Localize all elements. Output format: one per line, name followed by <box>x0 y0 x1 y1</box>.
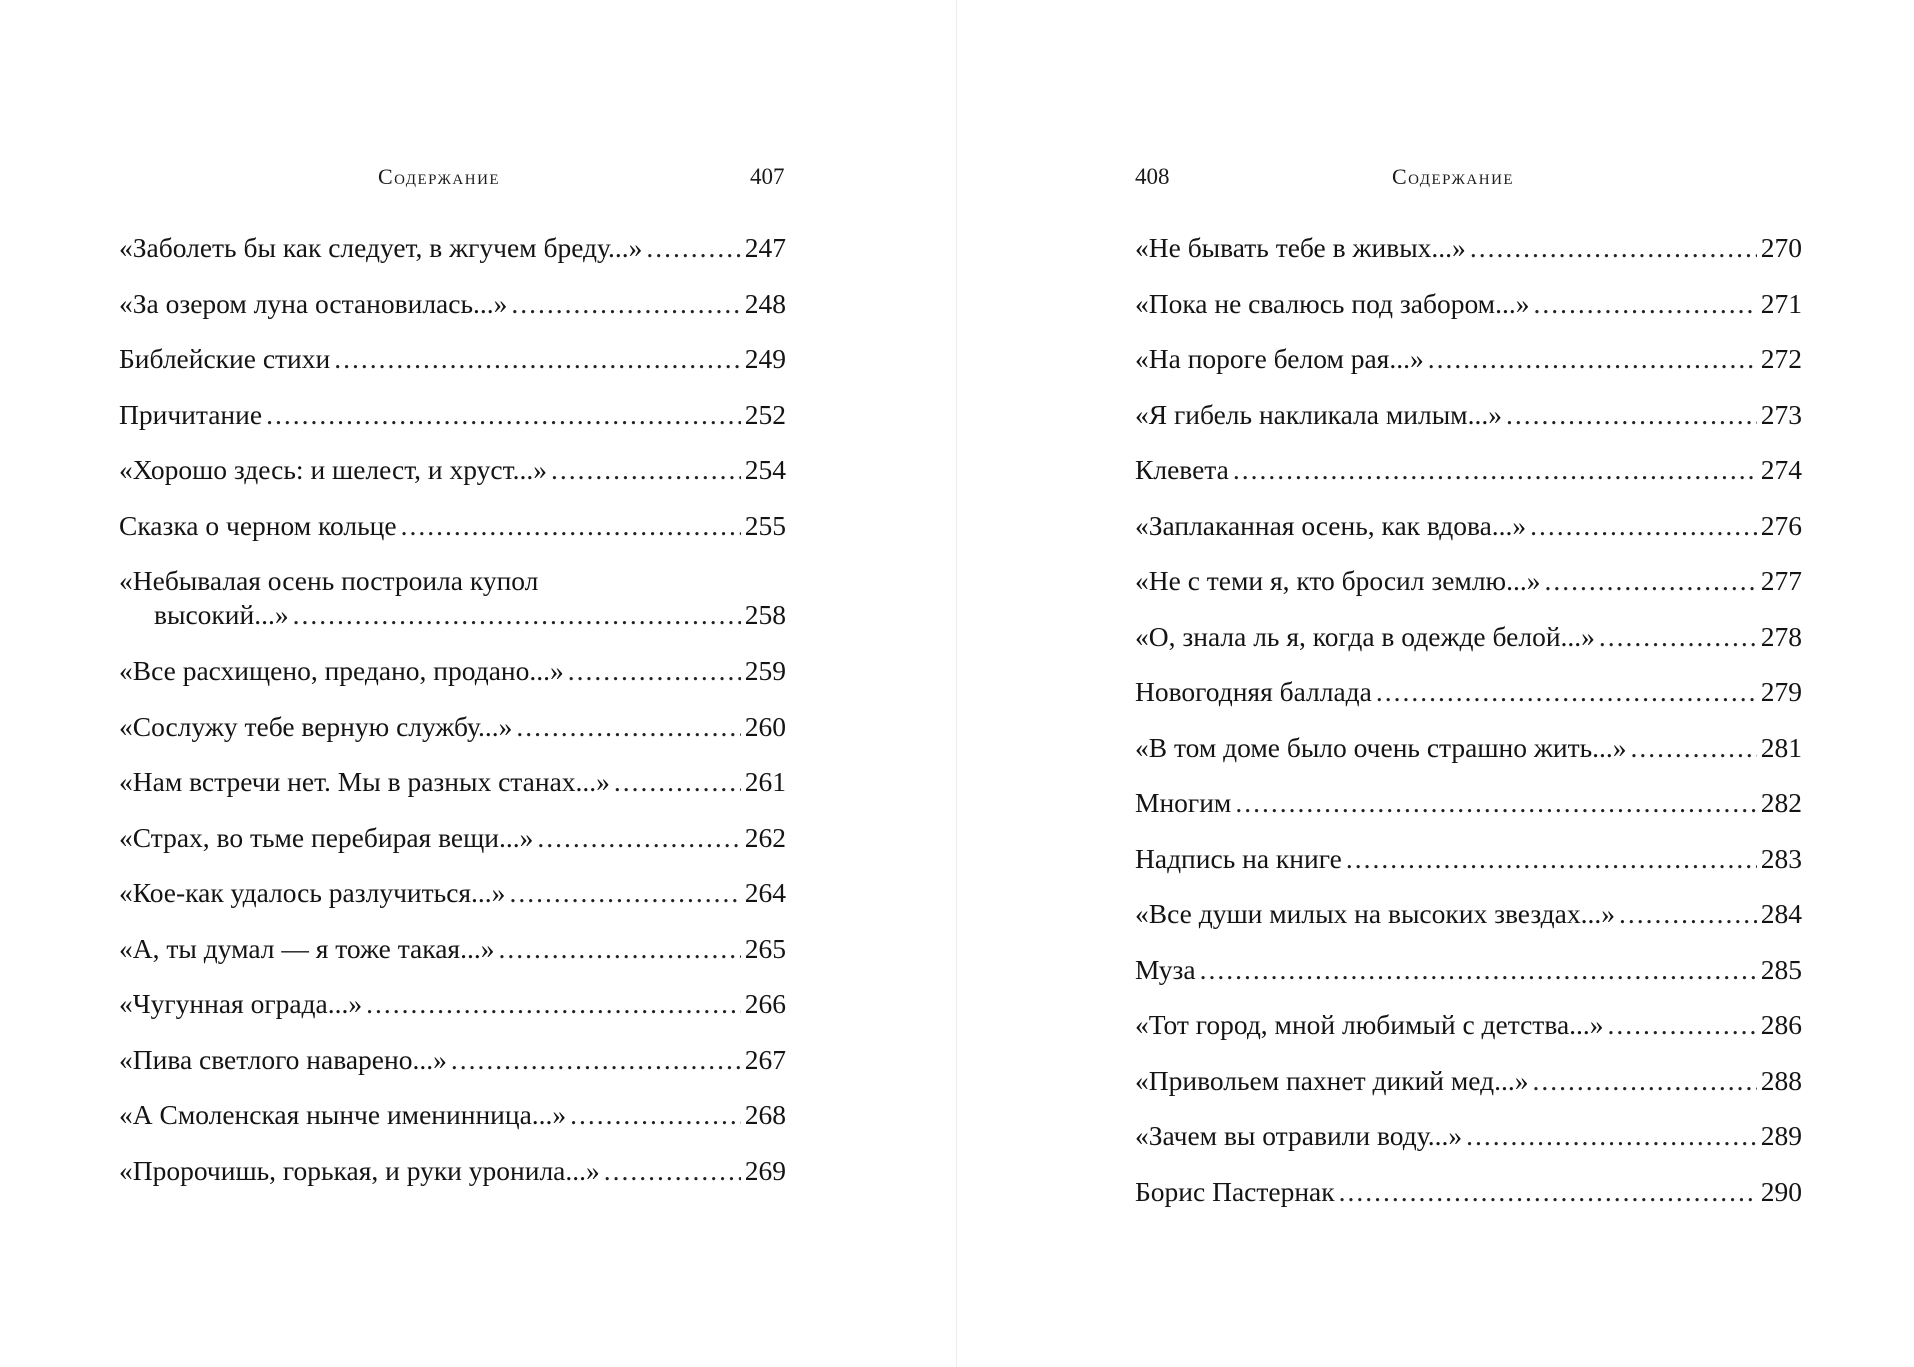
toc-entry <box>119 231 786 287</box>
dot-leader <box>511 287 740 321</box>
dot-leader <box>1470 231 1757 265</box>
toc-entry-title: «Не бывать тебе в живых...» <box>1135 232 1466 263</box>
toc-entry <box>1135 342 1802 398</box>
toc-entry <box>1135 897 1802 953</box>
toc-entry-page: 286 <box>1760 1009 1802 1040</box>
dot-leader <box>1506 398 1757 432</box>
toc-entry <box>1135 509 1802 565</box>
toc-entry-title: «Я гибель накликала милым...» <box>1135 398 1502 430</box>
toc-entry <box>119 710 786 766</box>
toc-entry-page: 266 <box>744 988 786 1019</box>
toc-entry-page: 271 <box>1760 287 1802 319</box>
toc-entry-title: «Заболеть бы как следует, в жгучем бреду...» <box>119 232 643 263</box>
dot-leader <box>1544 564 1756 598</box>
running-head: Содержание <box>1392 164 1515 189</box>
toc-entry-page: 273 <box>1760 398 1802 430</box>
dot-leader <box>537 821 740 855</box>
toc-list <box>1135 231 1802 1230</box>
dot-leader <box>570 1098 741 1132</box>
toc-entry-title: «Нам встречи нет. Мы в разных станах...» <box>119 766 610 797</box>
toc-entry-title: «А Смоленская нынче именинница...» <box>119 1099 567 1130</box>
dot-leader <box>1530 509 1757 543</box>
toc-entry <box>1135 731 1802 787</box>
toc-entry-page: 274 <box>1760 454 1802 485</box>
dot-leader <box>614 765 741 799</box>
toc-entry-title: «Сослужу тебе верную службу...» <box>119 710 513 742</box>
toc-entry-page: 278 <box>1760 620 1802 652</box>
toc-entry <box>119 342 786 398</box>
toc-entry-page: 283 <box>1760 842 1802 874</box>
toc-entry-page: 255 <box>744 509 786 541</box>
dot-leader <box>568 654 741 688</box>
toc-entry-title: Надпись на книге <box>1135 842 1342 874</box>
toc-entry-page: 289 <box>1760 1120 1802 1151</box>
toc-entry-page: 284 <box>1760 898 1802 929</box>
dot-leader <box>551 453 741 487</box>
toc-entry-title: «Зачем вы отравили воду...» <box>1135 1120 1463 1151</box>
dot-leader <box>1235 786 1756 820</box>
toc-entry-page: 254 <box>744 454 786 485</box>
toc-entry <box>119 765 786 821</box>
toc-entry <box>1135 620 1802 676</box>
toc-entry-title: Клевета <box>1135 454 1229 485</box>
toc-entry-title: «На пороге белом рая...» <box>1135 343 1424 374</box>
toc-entry <box>1135 453 1802 509</box>
toc-entry <box>119 932 786 988</box>
dot-leader <box>1346 842 1757 876</box>
dot-leader <box>1233 453 1757 487</box>
toc-entry-page: 260 <box>744 710 786 742</box>
toc-entry-title: «Привольем пахнет дикий мед...» <box>1135 1064 1529 1096</box>
toc-entry-title: «Все души милых на высоких звездах...» <box>1135 898 1616 929</box>
toc-entry-page: 269 <box>744 1154 786 1186</box>
toc-entry <box>1135 1119 1802 1175</box>
toc-entry <box>1135 786 1802 842</box>
dot-leader <box>1608 1008 1757 1042</box>
toc-entry-page: 279 <box>1760 676 1802 707</box>
toc-entry-page: 259 <box>744 655 786 686</box>
dot-leader <box>1619 897 1757 931</box>
toc-entry-title: «Хорошо здесь: и шелест, и хруст...» <box>119 454 547 485</box>
toc-entry <box>1135 564 1802 620</box>
toc-entry-page: 267 <box>744 1043 786 1075</box>
toc-entry <box>1135 953 1802 1009</box>
page-number: 407 <box>750 164 785 189</box>
toc-entry-page: 281 <box>1760 731 1802 763</box>
toc-entry-title: «Пророчишь, горькая, и руки уронила...» <box>119 1154 600 1186</box>
toc-entry-page: 264 <box>744 877 786 908</box>
toc-entry <box>119 1098 786 1154</box>
toc-entry <box>119 398 786 454</box>
dot-leader <box>1599 620 1757 654</box>
toc-entry <box>1135 231 1802 287</box>
toc-entry-page: 270 <box>1760 232 1802 263</box>
toc-entry-title: «За озером луна остановилась...» <box>119 287 508 319</box>
toc-entry <box>119 1154 786 1210</box>
toc-entry-page: 261 <box>744 766 786 797</box>
dot-leader <box>646 231 740 265</box>
dot-leader <box>509 876 740 910</box>
toc-entry <box>1135 287 1802 343</box>
toc-entry-title: «Страх, во тьме перебирая вещи...» <box>119 821 534 853</box>
dot-leader <box>1631 731 1757 765</box>
toc-entry-page: 268 <box>744 1099 786 1130</box>
toc-entry-title: «Кое-как удалось разлучиться...» <box>119 877 506 908</box>
right-page <box>957 0 1914 1367</box>
toc-entry-title: «Тот город, мной любимый с детства...» <box>1135 1009 1604 1040</box>
toc-entry-title: «Пока не свалюсь под забором...» <box>1135 287 1530 319</box>
toc-entry <box>119 654 786 710</box>
dot-leader <box>1533 1064 1757 1098</box>
toc-entry-page: 249 <box>744 343 786 374</box>
toc-entry <box>119 509 786 565</box>
toc-entry <box>119 821 786 877</box>
toc-entry-page: 262 <box>744 821 786 853</box>
toc-entry <box>119 453 786 509</box>
dot-leader <box>604 1154 741 1188</box>
toc-entry-page: 258 <box>744 599 786 630</box>
toc-entry <box>119 876 786 932</box>
dot-leader <box>1339 1175 1757 1209</box>
toc-entry-page: 277 <box>1760 565 1802 596</box>
toc-entry-title: «Чугунная ограда...» <box>119 988 363 1019</box>
toc-entry-title: «Заплаканная осень, как вдова...» <box>1135 509 1527 541</box>
toc-entry-title: Многим <box>1135 787 1232 818</box>
dot-leader <box>451 1043 741 1077</box>
toc-entry-title: Причитание <box>119 398 263 430</box>
toc-entry <box>119 564 786 654</box>
toc-entry-title: «В том доме было очень страшно жить...» <box>1135 731 1627 763</box>
toc-entry-page: 282 <box>1760 787 1802 818</box>
toc-entry <box>1135 842 1802 898</box>
dot-leader <box>1376 675 1757 709</box>
toc-entry-title: «О, знала ль я, когда в одежде белой...» <box>1135 620 1595 652</box>
toc-entry-page: 248 <box>744 287 786 319</box>
toc-entry <box>1135 398 1802 454</box>
toc-entry-title: «Пива светлого наварено...» <box>119 1043 447 1075</box>
toc-entry-page: 290 <box>1760 1175 1802 1207</box>
toc-entry-page: 285 <box>1760 953 1802 985</box>
dot-leader <box>401 509 741 543</box>
dot-leader <box>266 398 741 432</box>
toc-entry-page: 252 <box>744 398 786 430</box>
toc-entry-title: Муза <box>1135 953 1196 985</box>
toc-entry <box>119 987 786 1043</box>
running-head: Содержание <box>378 164 501 189</box>
dot-leader <box>1533 287 1756 321</box>
toc-entry-title: Борис Пастернак <box>1135 1175 1335 1207</box>
toc-entry-page: 265 <box>744 932 786 964</box>
toc-entry <box>119 1043 786 1099</box>
dot-leader <box>366 987 741 1021</box>
toc-entry-title: Новогодняя баллада <box>1135 676 1372 707</box>
toc-entry <box>1135 1064 1802 1120</box>
dot-leader <box>1428 342 1757 376</box>
toc-entry-title-continued: высокий...» <box>154 599 289 630</box>
toc-entry-page: 272 <box>1760 343 1802 374</box>
toc-entry-title: «Не с теми я, кто бросил землю...» <box>1135 565 1541 596</box>
toc-entry <box>119 287 786 343</box>
dot-leader <box>516 710 740 744</box>
toc-entry-title: Библейские стихи <box>119 343 331 374</box>
toc-entry <box>1135 1175 1802 1231</box>
toc-entry-page: 288 <box>1760 1064 1802 1096</box>
toc-entry-page: 276 <box>1760 509 1802 541</box>
toc-entry-title: Сказка о черном кольце <box>119 509 397 541</box>
toc-entry-title: «Все расхищено, предано, продано...» <box>119 655 564 686</box>
toc-entry <box>1135 1008 1802 1064</box>
dot-leader <box>334 342 741 376</box>
dot-leader <box>1200 953 1757 987</box>
toc-entry-page: 247 <box>744 232 786 263</box>
toc-entry-title: «А, ты думал — я тоже такая...» <box>119 932 495 964</box>
toc-list <box>119 231 786 1209</box>
toc-entry-title: «Небывалая осень построила купол <box>119 565 539 596</box>
dot-leader <box>293 598 741 632</box>
page-number: 408 <box>1135 164 1170 189</box>
dot-leader <box>1466 1119 1757 1153</box>
dot-leader <box>498 932 740 966</box>
toc-entry <box>1135 675 1802 731</box>
